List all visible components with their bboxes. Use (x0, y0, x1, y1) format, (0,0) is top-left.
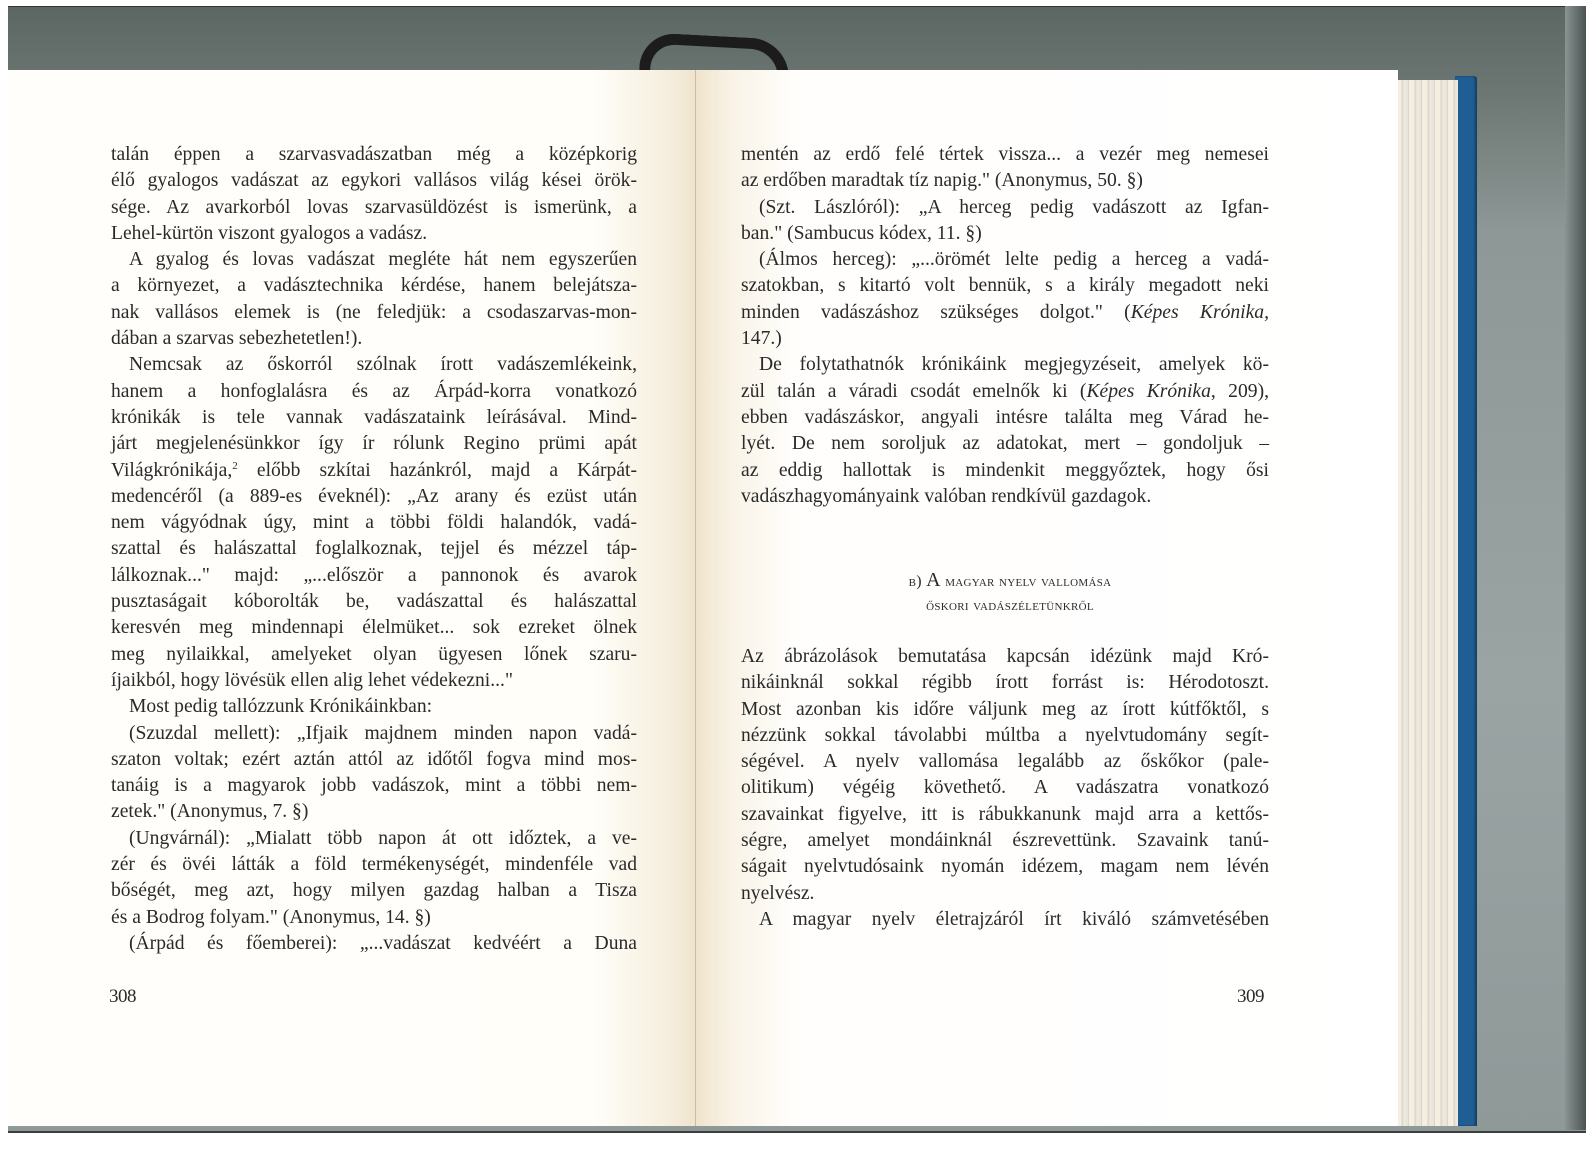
text-line-content: szatokban, s kitartó volt bennük, s a király megadott neki (741, 275, 1269, 297)
text-line-content: íjaikból, hogy lövésük ellen alig lehet védekezni..." (111, 669, 513, 691)
text-line (111, 352, 637, 378)
text-line-content: nikáinknál sokkal régibb írott forrást is: Hérodotoszt. (741, 672, 1269, 694)
text-line-content: talán éppen a szarvasvadászatban még a középkorig (111, 144, 637, 165)
text-line (741, 168, 1269, 194)
text-line-content: meg nyilaikkal, amelyeket olyan ügyesen lőnek szaru- (111, 643, 637, 665)
text-line-content: A magyar nyelv életrajzáról írt kiváló számvetésében (759, 908, 1269, 930)
section-heading-title (926, 569, 1112, 591)
text-line-content: Most azonban kis időre váljunk meg az írott kútfőktől, s (741, 698, 1269, 720)
footnote-marker: 2 (232, 459, 238, 472)
text-line (741, 273, 1269, 299)
text-line-content: olitikum) végéig követhető. A vadászatra vonatkozó (741, 777, 1269, 799)
text-line-content: Lehel-kürtön viszont gyalogos a vadász. (111, 222, 428, 244)
text-line (111, 878, 637, 904)
italic-citation: Képes Krónika (1086, 380, 1211, 402)
text-line-content: keresvén meg mindennapi élelmüket... sok ezreket ölnek (111, 617, 637, 639)
text-line (111, 799, 637, 825)
text-line (741, 431, 1269, 457)
section-heading-line-2: őskori vadászéletünkről (926, 597, 1094, 614)
text-line (741, 644, 1269, 670)
text-line (741, 484, 1269, 510)
page-number-right: 309 (1237, 986, 1264, 1007)
text-line-content: minden vadászáshoz szükséges dolgot." ( (741, 301, 1131, 323)
text-line-content: és a Bodrog folyam." (Anonymus, 14. §) (111, 906, 431, 928)
text-line (111, 563, 637, 589)
text-line-content: ságait nyelvtudósaink nyomán idézem, magam nem lévén (741, 856, 1269, 878)
text-line (741, 142, 1269, 168)
italic-citation: Képes Krónika, (1130, 301, 1269, 323)
section-heading (820, 568, 1200, 618)
text-line (111, 905, 637, 931)
text-line-content: nem vágyódnak úgy, mint a többi földi halandók, vadá- (111, 512, 637, 534)
text-line (741, 775, 1269, 801)
text-line-content: hanem a honfoglalásra és az Árpád-korra vonatkozó (111, 380, 637, 402)
text-line (111, 694, 637, 720)
text-line (741, 697, 1269, 723)
right-page-text (741, 142, 1269, 510)
text-line-content: Az ábrázolások bemutatása kapcsán idézünk majd Kró- (741, 646, 1269, 667)
text-line-content: krónikák is tele vannak vadászataink leírásával. Mind- (111, 406, 637, 428)
scanner-edge-shadow (1565, 6, 1586, 1130)
text-line (111, 721, 637, 747)
text-line-content: Világkrónikája, (111, 459, 233, 481)
text-line-content: szavainkat figyelve, itt is rábukkanunk majd arra a kettős- (741, 803, 1269, 825)
text-line-content: medencéről (a 889-es éveknél): „Az arany és ezüst után (111, 485, 637, 507)
text-line-content: pusztaságait kóborolták be, vadászattal és halászattal (111, 591, 637, 613)
text-line (111, 668, 637, 694)
text-line-content: az eddig hallottak is mindenkit meggyőztek, hogy ősi (741, 459, 1269, 481)
text-line (111, 589, 637, 615)
text-line-content: ségre, amelyet mondáinknál észrevettünk. Szavaink tanú- (741, 830, 1269, 852)
text-line (741, 195, 1269, 221)
heading-rest: magyar nyelv vallomása (940, 573, 1112, 590)
book-gutter (695, 70, 696, 1126)
text-line-content: zül talán a váradi csodát emelnők ki ( (741, 380, 1087, 402)
text-line-content: lálkoznak..." majd: „...először a pannonok és avarok (111, 564, 637, 586)
text-line (111, 405, 637, 431)
text-line (741, 247, 1269, 273)
text-line-content: járt megjelenésünkkor így ír rólunk Regino prümi apát (111, 433, 637, 455)
text-line-content: szaton voltak; ezért aztán attól az időtől fogva mind mos- (111, 748, 637, 770)
text-line-content: zér és övéi látták a föld termékenységét, mindenféle vad (111, 854, 637, 876)
text-line-content: ségével. A nyelv vallomása legalább az őskőkor (pale- (741, 751, 1269, 773)
text-line (111, 142, 637, 168)
text-line (111, 326, 637, 352)
text-line-content: az erdőben maradtak tíz napig." (Anonymus, 50. §) (741, 170, 1143, 192)
text-line-content: lyét. De nem soroljuk az adatokat, mert – gondoljuk – (741, 433, 1269, 455)
text-line-content: nézzünk sokkal távolabbi múltba a nyelvtudomány segít- (741, 724, 1269, 746)
text-line (111, 852, 637, 878)
text-line (111, 168, 637, 194)
text-line (111, 300, 637, 326)
text-line (741, 300, 1269, 326)
text-line-content: (Szt. Lászlóról): „A herceg pedig vadászott az Igfan- (759, 196, 1269, 218)
text-line-content: nyelvész. (741, 882, 815, 904)
text-line (111, 931, 637, 957)
text-line-content: Nemcsak az őskorról szólnak írott vadászemlékeink, (129, 354, 637, 376)
text-line (111, 747, 637, 773)
text-line (111, 431, 637, 457)
text-line-content: sége. Az avarkorból lovas szarvasüldözést is ismerünk, a (111, 196, 637, 218)
text-line-content: (Álmos herceg): „...örömét lelte pedig a herceg a vadá- (759, 249, 1269, 271)
text-line-content: élő gyalogos vadászat az egykori vallásos világ kései örök- (111, 170, 637, 192)
text-line-continuation: , 209), (1210, 380, 1269, 402)
text-line (741, 352, 1269, 378)
text-line (111, 458, 637, 484)
text-line (111, 642, 637, 668)
text-line (111, 510, 637, 536)
text-line (111, 221, 637, 247)
text-line-content: tanáig is a magyarok jobb vadászok, mint a többi nem- (111, 775, 637, 797)
page-block-edge (1396, 80, 1458, 1126)
text-line-content: a környezet, a vadásztechnika kérdése, hanem belejátsza- (111, 275, 637, 297)
text-line (741, 723, 1269, 749)
text-line-content: dában a szarvas sebezhetetlen!). (111, 328, 363, 350)
text-line (741, 379, 1269, 405)
book-cover-edge (1455, 76, 1477, 1126)
text-line (741, 326, 1269, 352)
text-line (111, 826, 637, 852)
text-line (741, 221, 1269, 247)
page-number-left: 308 (109, 986, 136, 1007)
text-line (741, 802, 1269, 828)
text-line-content: 147.) (741, 328, 782, 350)
text-line (741, 458, 1269, 484)
text-line (741, 907, 1269, 933)
text-line (741, 670, 1269, 696)
text-line (111, 615, 637, 641)
text-line (111, 536, 637, 562)
heading-initial: A (926, 569, 941, 591)
text-line (111, 273, 637, 299)
text-line-content: szattal és halászattal foglalkoznak, tejjel és mézzel táp- (111, 538, 637, 560)
text-line (111, 247, 637, 273)
text-line-content: bőségét, meg azt, hogy milyen gazdag halban a Tisza (111, 880, 637, 902)
text-line-content: ebben vadászáskor, angyali intésre találta meg Várad he- (741, 406, 1269, 428)
text-line-content: De folytathatnók krónikáink megjegyzéseit, amelyek kö- (759, 354, 1269, 376)
right-page-section-text (741, 644, 1269, 933)
text-line (111, 195, 637, 221)
section-heading-prefix: b) (908, 573, 922, 590)
text-line (741, 854, 1269, 880)
text-line-content: (Szuzdal mellett): „Ifjaik majdnem minden napon vadá- (129, 722, 637, 744)
text-line-content: (Árpád és főemberei): „...vadászat kedvéért a Duna (129, 932, 637, 954)
text-line (741, 405, 1269, 431)
text-line (111, 773, 637, 799)
text-line (741, 881, 1269, 907)
text-line-content: Most pedig tallózzunk Krónikáinkban: (129, 696, 433, 718)
left-page-text (111, 142, 637, 957)
text-line-content: zetek." (Anonymus, 7. §) (111, 801, 309, 823)
text-line-content: nak vallásos elemek is (ne feledjük: a csodaszarvas-mon- (111, 301, 637, 323)
text-line (741, 828, 1269, 854)
text-line-content: mentén az erdő felé tértek vissza... a vezér meg nemesei (741, 144, 1269, 165)
text-line-continuation: előbb szkítai hazánkról, majd a Kárpát- (237, 459, 637, 481)
text-line (741, 749, 1269, 775)
text-line-content: ban." (Sambucus kódex, 11. §) (741, 222, 982, 244)
section-heading-line-1 (820, 568, 1200, 594)
text-line-content: (Ungvárnál): „Mialatt több napon át ott időztek, a ve- (129, 827, 637, 849)
text-line-content: A gyalog és lovas vadászat megléte hát nem egyszerűen (129, 249, 637, 271)
text-line (111, 379, 637, 405)
text-line-content: vadászhagyományaink valóban rendkívül gazdagok. (741, 485, 1152, 507)
text-line (111, 484, 637, 510)
